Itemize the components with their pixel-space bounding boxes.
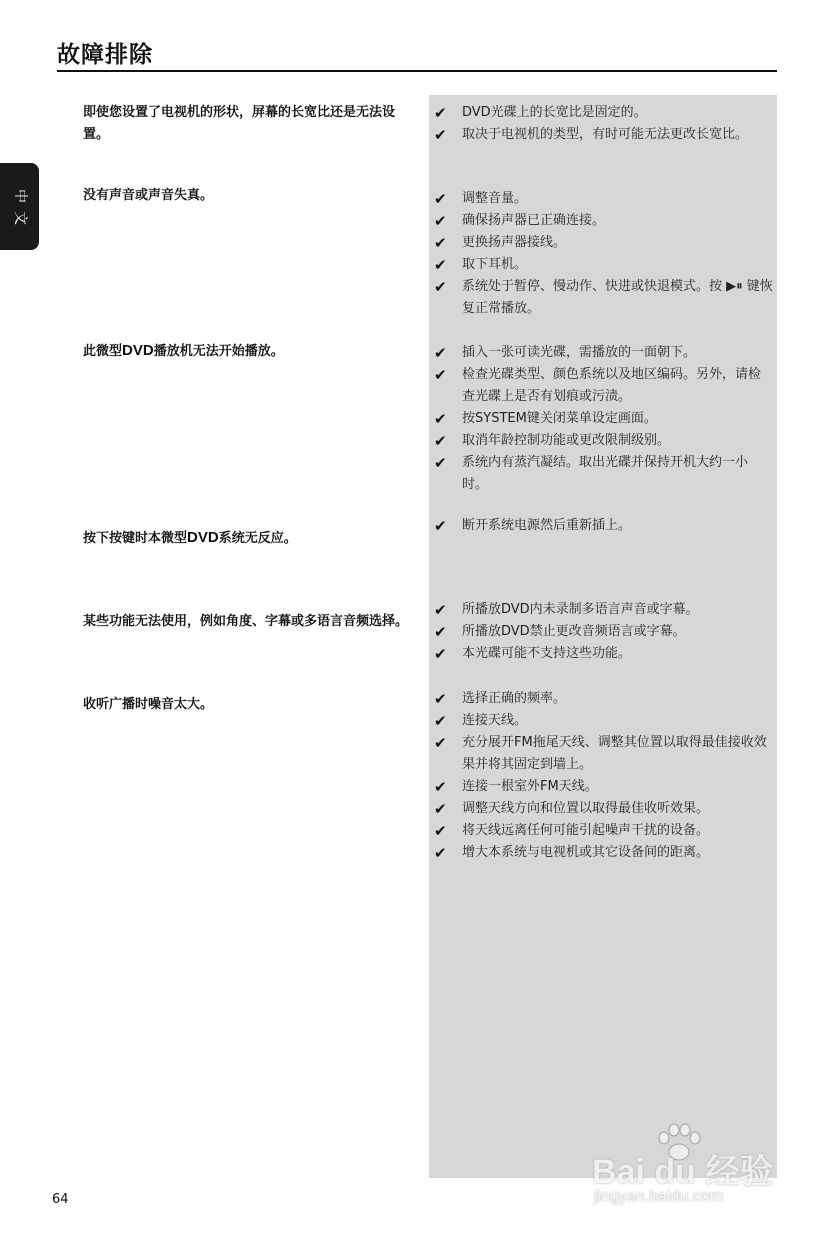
checkmark-icon: ✔: [434, 278, 447, 296]
watermark-brand: Bai du 经验: [592, 1153, 774, 1191]
problem-text: 某些功能无法使用，例如角度、字幕或多语言音频选择。: [83, 614, 409, 629]
checkmark-icon: ✔: [434, 623, 447, 641]
language-tab-char: 中: [11, 188, 28, 203]
solution-item: ✔ 所播放DVD禁止更改音频语言或字幕。: [434, 623, 686, 641]
solution-list: [429, 515, 777, 537]
checkmark-icon: ✔: [434, 712, 447, 730]
solution-item: ✔ 连接一根室外FM天线。: [434, 778, 598, 796]
solution-list: [429, 102, 777, 146]
solution-item: ✔ 本光碟可能不支持这些功能。: [434, 645, 632, 663]
solution-item: ✔ 断开系统电源然后重新插上。: [434, 517, 632, 535]
solution-item: ✔ 插入一张可读光碟，需播放的一面朝下。: [434, 344, 697, 362]
checkmark-icon: ✔: [434, 454, 447, 472]
baidu-watermark: [592, 1122, 784, 1214]
problem-text: 即使您设置了电视机的形状，屏幕的长宽比还是无法设置。: [83, 105, 396, 142]
solution-list: [429, 342, 777, 496]
solution-list: [429, 599, 777, 665]
checkmark-icon: ✔: [434, 212, 447, 230]
solution-item: ✔ 选择正确的频率。: [434, 690, 567, 708]
solution-item: ✔ 所播放DVD内未录制多语言声音或字幕。: [434, 601, 699, 619]
solution-item: ✔ 充分展开FM拖尾天线、调整其位置以取得最佳接收效果并将其固定到墙上。: [434, 734, 767, 772]
page-number: 64: [52, 1192, 69, 1207]
checkmark-icon: ✔: [434, 234, 447, 252]
checkmark-icon: ✔: [434, 601, 447, 619]
solution-item: ✔ DVD光碟上的长宽比是固定的。: [434, 104, 647, 122]
problem-text: 按下按键时本微型DVD系统无反应。: [83, 529, 297, 546]
checkmark-icon: ✔: [434, 410, 447, 428]
checkmark-icon: ✔: [434, 690, 447, 708]
solution-item: ✔ 确保扬声器已正确连接。: [434, 212, 606, 230]
checkmark-icon: ✔: [434, 190, 447, 208]
checkmark-icon: ✔: [434, 344, 447, 362]
language-tab: [0, 163, 39, 250]
title-divider: [57, 70, 777, 72]
solution-item: ✔ 检查光碟类型、颜色系统以及地区编码。另外，请检查光碟上是否有划痕或污渍。: [434, 366, 762, 404]
checkmark-icon: ✔: [434, 800, 447, 818]
problem-text: 没有声音或声音失真。: [83, 188, 214, 203]
solution-item: ✔ 系统处于暂停、慢动作、快进或快退模式。按 ▶⏸ 键恢复正常播放。: [434, 278, 773, 316]
solution-item: ✔ 按SYSTEM键关闭菜单设定画面。: [434, 410, 657, 428]
checkmark-icon: ✔: [434, 366, 447, 384]
solution-item: ✔ 取消年龄控制功能或更改限制级别。: [434, 432, 671, 450]
solution-item: ✔ 取决于电视机的类型，有时可能无法更改长宽比。: [434, 126, 749, 144]
problem-text: 此微型DVD播放机无法开始播放。: [83, 342, 284, 359]
solution-item: ✔ 连接天线。: [434, 712, 528, 730]
checkmark-icon: ✔: [434, 645, 447, 663]
watermark-url: jingyan.baidu.com: [594, 1188, 723, 1205]
checkmark-icon: ✔: [434, 126, 447, 144]
solution-item: ✔ 调整天线方向和位置以取得最佳收听效果。: [434, 800, 710, 818]
solution-item: ✔ 调整音量。: [434, 190, 528, 208]
checkmark-icon: ✔: [434, 104, 447, 122]
checkmark-icon: ✔: [434, 517, 447, 535]
checkmark-icon: ✔: [434, 778, 447, 796]
solution-item: ✔ 将天线远离任何可能引起噪声干扰的设备。: [434, 822, 710, 840]
checkmark-icon: ✔: [434, 256, 447, 274]
checkmark-icon: ✔: [434, 822, 447, 840]
language-tab-char: 文: [11, 210, 28, 225]
solution-item: ✔ 系统内有蒸汽凝结。取出光碟并保持开机大约一小时。: [434, 454, 749, 492]
solution-item: ✔ 取下耳机。: [434, 256, 528, 274]
solution-item: ✔ 更换扬声器接线。: [434, 234, 567, 252]
solution-list: [429, 688, 777, 864]
checkmark-icon: ✔: [434, 734, 447, 752]
problem-text: 收听广播时噪音太大。: [83, 697, 214, 712]
checkmark-icon: ✔: [434, 844, 447, 862]
solution-item: ✔ 增大本系统与电视机或其它设备间的距离。: [434, 844, 710, 862]
solution-list: [429, 188, 777, 320]
page-title: 故障排除: [57, 42, 153, 68]
checkmark-icon: ✔: [434, 432, 447, 450]
